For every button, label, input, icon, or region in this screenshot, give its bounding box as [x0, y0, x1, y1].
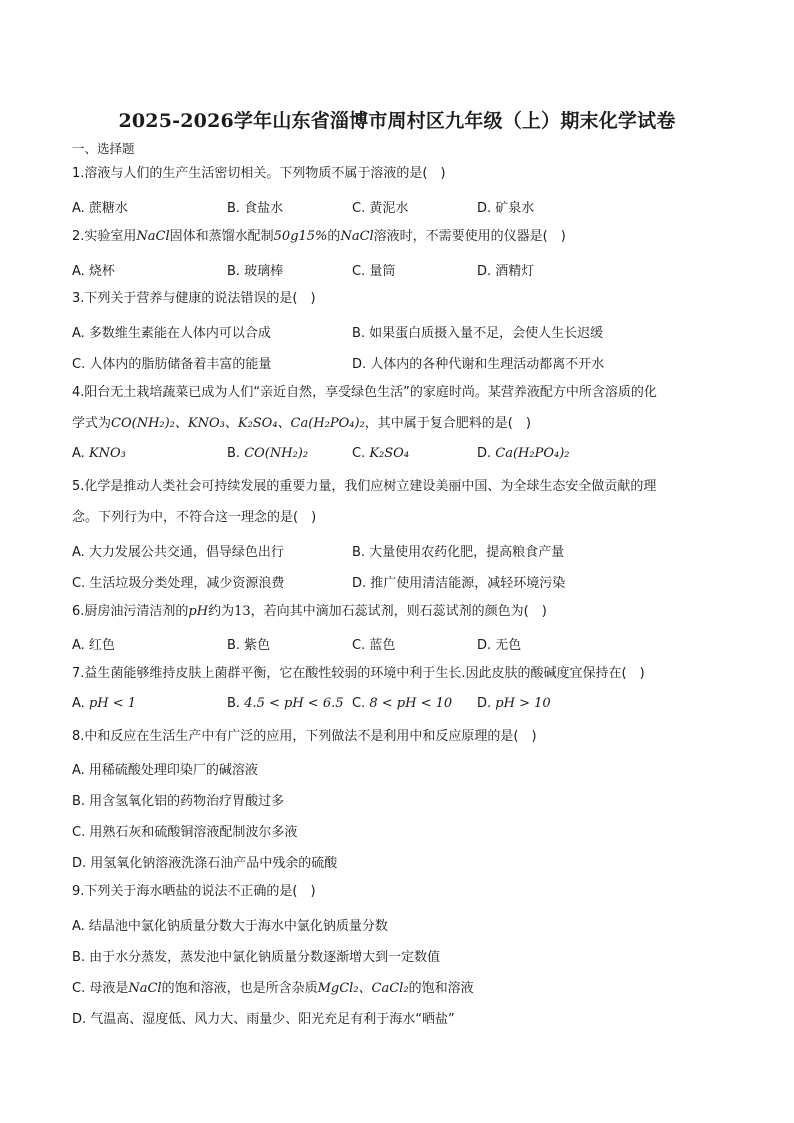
option-c: C. 蓝色 — [352, 638, 396, 653]
formula: KNO₃ — [88, 446, 126, 461]
question-6-stem — [72, 596, 722, 627]
stem-text: 溶液时，不需要使用的仪器是( ) — [373, 229, 566, 244]
option-label: D. — [477, 696, 496, 711]
option-d: D. 无色 — [477, 638, 522, 653]
option-label: C. — [352, 446, 370, 461]
option-text: 的饱和溶液 — [408, 981, 474, 996]
option-a — [72, 696, 136, 711]
option-text: 的饱和溶液，也是所含杂质 — [161, 981, 318, 996]
option-label: B. — [227, 446, 245, 461]
question-9-option-c — [72, 977, 722, 997]
formula: NaCl — [128, 981, 162, 996]
question-3-options-row1 — [72, 322, 722, 342]
formula: NaCl — [136, 229, 170, 244]
question-4-options — [72, 446, 722, 466]
question-2-stem — [72, 221, 722, 252]
option-a: A. 大力发展公共交通，倡导绿色出行 — [72, 545, 284, 560]
option-b: B. 食盐水 — [227, 201, 284, 216]
formula: CO(NH₂)₂、KNO₃、K₂SO₄、Ca(H₂PO₄)₂ — [111, 416, 365, 431]
question-5-stem-line2: 念。下列行为中，不符合这一理念的是( ) — [72, 510, 317, 525]
option-b: B. 紫色 — [227, 638, 271, 653]
option-a: A. 多数维生素能在人体内可以合成 — [72, 326, 271, 341]
question-9-option-d: D. 气温高、湿度低、风力大、雨量少、阳光充足有利于海水“晒盐” — [72, 1012, 455, 1027]
question-1-stem: 1.溶液与人们的生产生活密切相关。下列物质不属于溶液的是( ) — [72, 166, 446, 181]
stem-text: 6.厨房油污清洁剂的 — [72, 604, 189, 619]
stem-text: 约为 — [208, 604, 235, 619]
option-a: A. 烧杯 — [72, 264, 115, 279]
amount: 50g15% — [273, 229, 328, 244]
stem-text: 固体和蒸馏水配制 — [169, 229, 274, 244]
inequality: 8 < pH < 10 — [369, 696, 453, 711]
option-a: A. 蔗糖水 — [72, 201, 128, 216]
option-b — [227, 446, 308, 461]
stem-text: 2.实验室用 — [72, 229, 137, 244]
exam-title: 2025-2026学年山东省淄博市周村区九年级（上）期末化学试卷 — [118, 110, 676, 132]
question-5-stem-line1: 5.化学是推动人类社会可持续发展的重要力量，我们应树立建设美丽中国、为全球生态安全做贡献的理 — [72, 479, 657, 494]
option-c: C. 黄泥水 — [352, 201, 409, 216]
option-d — [477, 446, 570, 461]
formula: K₂SO₄ — [369, 446, 410, 461]
option-label: A. — [72, 696, 89, 711]
section-heading: 一、选择题 — [72, 141, 135, 156]
option-d — [477, 696, 551, 711]
question-3-stem: 3.下列关于营养与健康的说法错误的是( ) — [72, 291, 316, 306]
stem-text: 的 — [327, 229, 341, 244]
option-c — [352, 696, 452, 711]
question-9-option-a: A. 结晶池中氯化钠质量分数大于海水中氯化钠质量分数 — [72, 919, 388, 934]
option-d: D. 人体内的各种代谢和生理活动都离不开水 — [352, 357, 605, 372]
question-4-stem-line2 — [72, 408, 722, 439]
option-c: C. 量筒 — [352, 264, 396, 279]
option-b: B. 玻璃棒 — [227, 264, 284, 279]
question-4-stem-line1: 4.阳台无土栽培蔬菜已成为人们“亲近自然，享受绿色生活”的家庭时尚。某营养液配方中所含溶质的化 — [72, 385, 657, 400]
question-9-option-b: B. 由于水分蒸发，蒸发池中氯化钠质量分数逐渐增大到一定数值 — [72, 950, 441, 965]
option-label: C. — [352, 696, 370, 711]
option-a — [72, 446, 126, 461]
question-5-options-row2 — [72, 572, 722, 592]
option-c — [352, 446, 409, 461]
formula: CO(NH₂)₂ — [244, 446, 309, 461]
option-c: C. 人体内的脂肪储备着丰富的能量 — [72, 357, 272, 372]
question-3-options-row2 — [72, 353, 722, 373]
question-2-options — [72, 260, 722, 280]
question-7-options — [72, 696, 722, 716]
formula: pH — [188, 604, 209, 619]
question-6-options — [72, 634, 722, 654]
formula: Ca(H₂PO₄)₂ — [495, 446, 570, 461]
option-d: D. 酒精灯 — [477, 264, 535, 279]
stem-text: ，若向其中滴加石蕊试剂，则石蕊试剂的颜色为( ) — [250, 604, 547, 619]
option-b: B. 大量使用农药化肥，提高粮食产量 — [352, 545, 565, 560]
question-1-options — [72, 197, 722, 217]
question-8-option-a: A. 用稀硫酸处理印染厂的碱溶液 — [72, 763, 258, 778]
question-8-option-d: D. 用氢氧化钠溶液洗涤石油产品中残余的硫酸 — [72, 856, 338, 871]
inequality: pH > 10 — [495, 696, 551, 711]
option-d: D. 矿泉水 — [477, 201, 535, 216]
question-8-option-b: B. 用含氢氧化铝的药物治疗胃酸过多 — [72, 794, 285, 809]
option-b: B. 如果蛋白质摄入量不足，会使人生长迟缓 — [352, 326, 604, 341]
question-5-options-row1 — [72, 541, 722, 561]
option-c: C. 生活垃圾分类处理，减少资源浪费 — [72, 576, 285, 591]
question-9-stem: 9.下列关于海水晒盐的说法不正确的是( ) — [72, 884, 316, 899]
question-8-stem: 8.中和反应在生活生产中有广泛的应用，下列做法不是利用中和反应原理的是( ) — [72, 729, 537, 744]
formula: NaCl — [340, 229, 374, 244]
question-8-option-c: C. 用熟石灰和硫酸铜溶液配制波尔多液 — [72, 825, 298, 840]
question-7-stem: 7.益生菌能够维持皮肤上菌群平衡，它在酸性较弱的环境中利于生长.因此皮肤的酸碱度宜保持在( ) — [72, 666, 645, 681]
inequality: 4.5 < pH < 6.5 — [244, 696, 344, 711]
inequality: pH < 1 — [88, 696, 137, 711]
value: 13 — [234, 604, 251, 619]
formula: MgCl₂、CaCl₂ — [317, 981, 409, 996]
option-b — [227, 696, 344, 711]
option-label: D. — [477, 446, 496, 461]
option-text: C. 母液是 — [72, 981, 129, 996]
option-a: A. 红色 — [72, 638, 115, 653]
option-label: B. — [227, 696, 245, 711]
stem-text: 学式为 — [72, 416, 112, 431]
option-d: D. 推广使用清洁能源，减轻环境污染 — [352, 576, 566, 591]
stem-text: ，其中属于复合肥料的是( ) — [364, 416, 531, 431]
option-label: A. — [72, 446, 89, 461]
